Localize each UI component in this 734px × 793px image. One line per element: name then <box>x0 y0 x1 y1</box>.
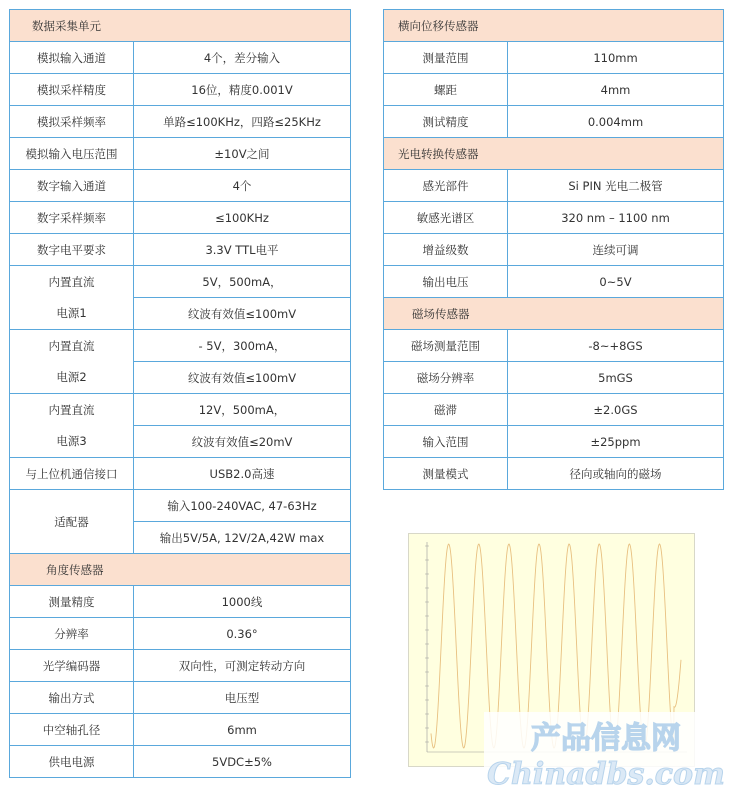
spec-value: 连续可调 <box>508 234 724 266</box>
table-row <box>10 170 351 202</box>
magnetic-section <box>384 298 724 490</box>
spec-label: 模拟采样频率 <box>10 106 134 138</box>
spec-label: 感光部件 <box>384 170 508 202</box>
table-row <box>384 394 724 426</box>
photo-header: 光电转换传感器 <box>384 138 724 170</box>
power-value-2: 纹波有效值≤20mV <box>134 426 351 458</box>
right-spec-table <box>383 9 724 490</box>
spec-label: 测量精度 <box>10 586 134 618</box>
table-row <box>10 394 351 426</box>
spec-label: 数字采样频率 <box>10 202 134 234</box>
table-row <box>10 458 351 490</box>
power-value-1: - 5V，300mA， <box>134 330 351 362</box>
table-row <box>384 170 724 202</box>
table-row <box>10 586 351 618</box>
spec-label: 输出方式 <box>10 682 134 714</box>
watermark-en: Chinadbs.com <box>487 757 725 792</box>
spec-label: 磁场测量范围 <box>384 330 508 362</box>
table-row <box>10 106 351 138</box>
table-row <box>10 426 351 458</box>
photo-section <box>384 138 724 298</box>
spec-value: 0~5V <box>508 266 724 298</box>
table-row <box>384 362 724 394</box>
spec-value: 5VDC±5% <box>134 746 351 778</box>
table-row <box>10 234 351 266</box>
power-label-bottom: 电源1 <box>10 298 134 330</box>
spec-label: 磁场分辨率 <box>384 362 508 394</box>
spec-value: ±2.0GS <box>508 394 724 426</box>
table-row <box>384 330 724 362</box>
spec-value: 4mm <box>508 74 724 106</box>
spec-value: 5mGS <box>508 362 724 394</box>
watermark-cn: 产品信息网 <box>531 721 681 756</box>
adapter-input: 输入100-240VAC, 47-63Hz <box>134 490 351 522</box>
lateral-header: 横向位移传感器 <box>384 10 724 42</box>
spec-label: 模拟输入电压范围 <box>10 138 134 170</box>
spec-label: 与上位机通信接口 <box>10 458 134 490</box>
magnetic-header: 磁场传感器 <box>384 298 724 330</box>
spec-value: 0.36° <box>134 618 351 650</box>
table-row <box>10 266 351 298</box>
table-row <box>384 458 724 490</box>
spec-value: 径向或轴向的磁场 <box>508 458 724 490</box>
spec-value: 单路≤100KHz，四路≤25KHz <box>134 106 351 138</box>
table-row <box>384 74 724 106</box>
spec-label: 分辨率 <box>10 618 134 650</box>
watermark-logo <box>484 712 729 792</box>
spec-label: 输入范围 <box>384 426 508 458</box>
table-row <box>10 618 351 650</box>
spec-label: 模拟采样精度 <box>10 74 134 106</box>
spec-label: 测试精度 <box>384 106 508 138</box>
spec-value: 电压型 <box>134 682 351 714</box>
table-row <box>384 266 724 298</box>
spec-label: 数字电平要求 <box>10 234 134 266</box>
angle-header: 角度传感器 <box>10 554 351 586</box>
power-value-1: 5V，500mA， <box>134 266 351 298</box>
power-label-top: 内置直流 <box>10 394 134 426</box>
spec-label: 增益级数 <box>384 234 508 266</box>
power-label-top: 内置直流 <box>10 330 134 362</box>
spec-label: 螺距 <box>384 74 508 106</box>
table-row <box>384 202 724 234</box>
table-row <box>10 362 351 394</box>
spec-value: 110mm <box>508 42 724 74</box>
spec-label: 输出电压 <box>384 266 508 298</box>
table-row <box>384 234 724 266</box>
adapter-label: 适配器 <box>10 490 134 554</box>
daq-header: 数据采集单元 <box>10 10 351 42</box>
spec-label: 数字输入通道 <box>10 170 134 202</box>
spec-value: 16位，精度0.001V <box>134 74 351 106</box>
daq-section <box>10 10 351 554</box>
spec-label: 敏感光谱区 <box>384 202 508 234</box>
spec-value: 0.004mm <box>508 106 724 138</box>
angle-section <box>10 554 351 778</box>
table-row <box>10 714 351 746</box>
table-row <box>10 298 351 330</box>
table-row <box>10 330 351 362</box>
spec-value: 1000线 <box>134 586 351 618</box>
spec-label: 测量模式 <box>384 458 508 490</box>
power-label-bottom: 电源3 <box>10 426 134 458</box>
spec-value: ±10V之间 <box>134 138 351 170</box>
spec-value: 3.3V TTL电平 <box>134 234 351 266</box>
power-value-2: 纹波有效值≤100mV <box>134 298 351 330</box>
power-value-1: 12V，500mA， <box>134 394 351 426</box>
adapter-output: 输出5V/5A, 12V/2A,42W max <box>134 522 351 554</box>
spec-value: USB2.0高速 <box>134 458 351 490</box>
spec-label: 中空轴孔径 <box>10 714 134 746</box>
spec-value: ≤100KHz <box>134 202 351 234</box>
table-row <box>10 138 351 170</box>
spec-value: 双向性，可测定转动方向 <box>134 650 351 682</box>
table-row <box>10 682 351 714</box>
table-row <box>10 490 351 522</box>
spec-value: Si PIN 光电二极管 <box>508 170 724 202</box>
table-row <box>10 650 351 682</box>
lateral-section <box>384 10 724 138</box>
table-row <box>10 202 351 234</box>
table-row <box>384 426 724 458</box>
spec-value: 6mm <box>134 714 351 746</box>
spec-value: -8~+8GS <box>508 330 724 362</box>
spec-label: 模拟输入通道 <box>10 42 134 74</box>
table-row <box>10 746 351 778</box>
spec-value: 320 nm – 1100 nm <box>508 202 724 234</box>
spec-label: 供电电源 <box>10 746 134 778</box>
power-label-top: 内置直流 <box>10 266 134 298</box>
table-row <box>10 42 351 74</box>
spec-label: 磁滞 <box>384 394 508 426</box>
spec-value: 4个 <box>134 170 351 202</box>
table-row <box>384 106 724 138</box>
power-value-2: 纹波有效值≤100mV <box>134 362 351 394</box>
spec-label: 测量范围 <box>384 42 508 74</box>
spec-label: 光学编码器 <box>10 650 134 682</box>
power-label-bottom: 电源2 <box>10 362 134 394</box>
left-spec-table <box>9 9 351 778</box>
table-row <box>384 42 724 74</box>
table-row <box>10 74 351 106</box>
spec-value: 4个，差分输入 <box>134 42 351 74</box>
spec-value: ±25ppm <box>508 426 724 458</box>
